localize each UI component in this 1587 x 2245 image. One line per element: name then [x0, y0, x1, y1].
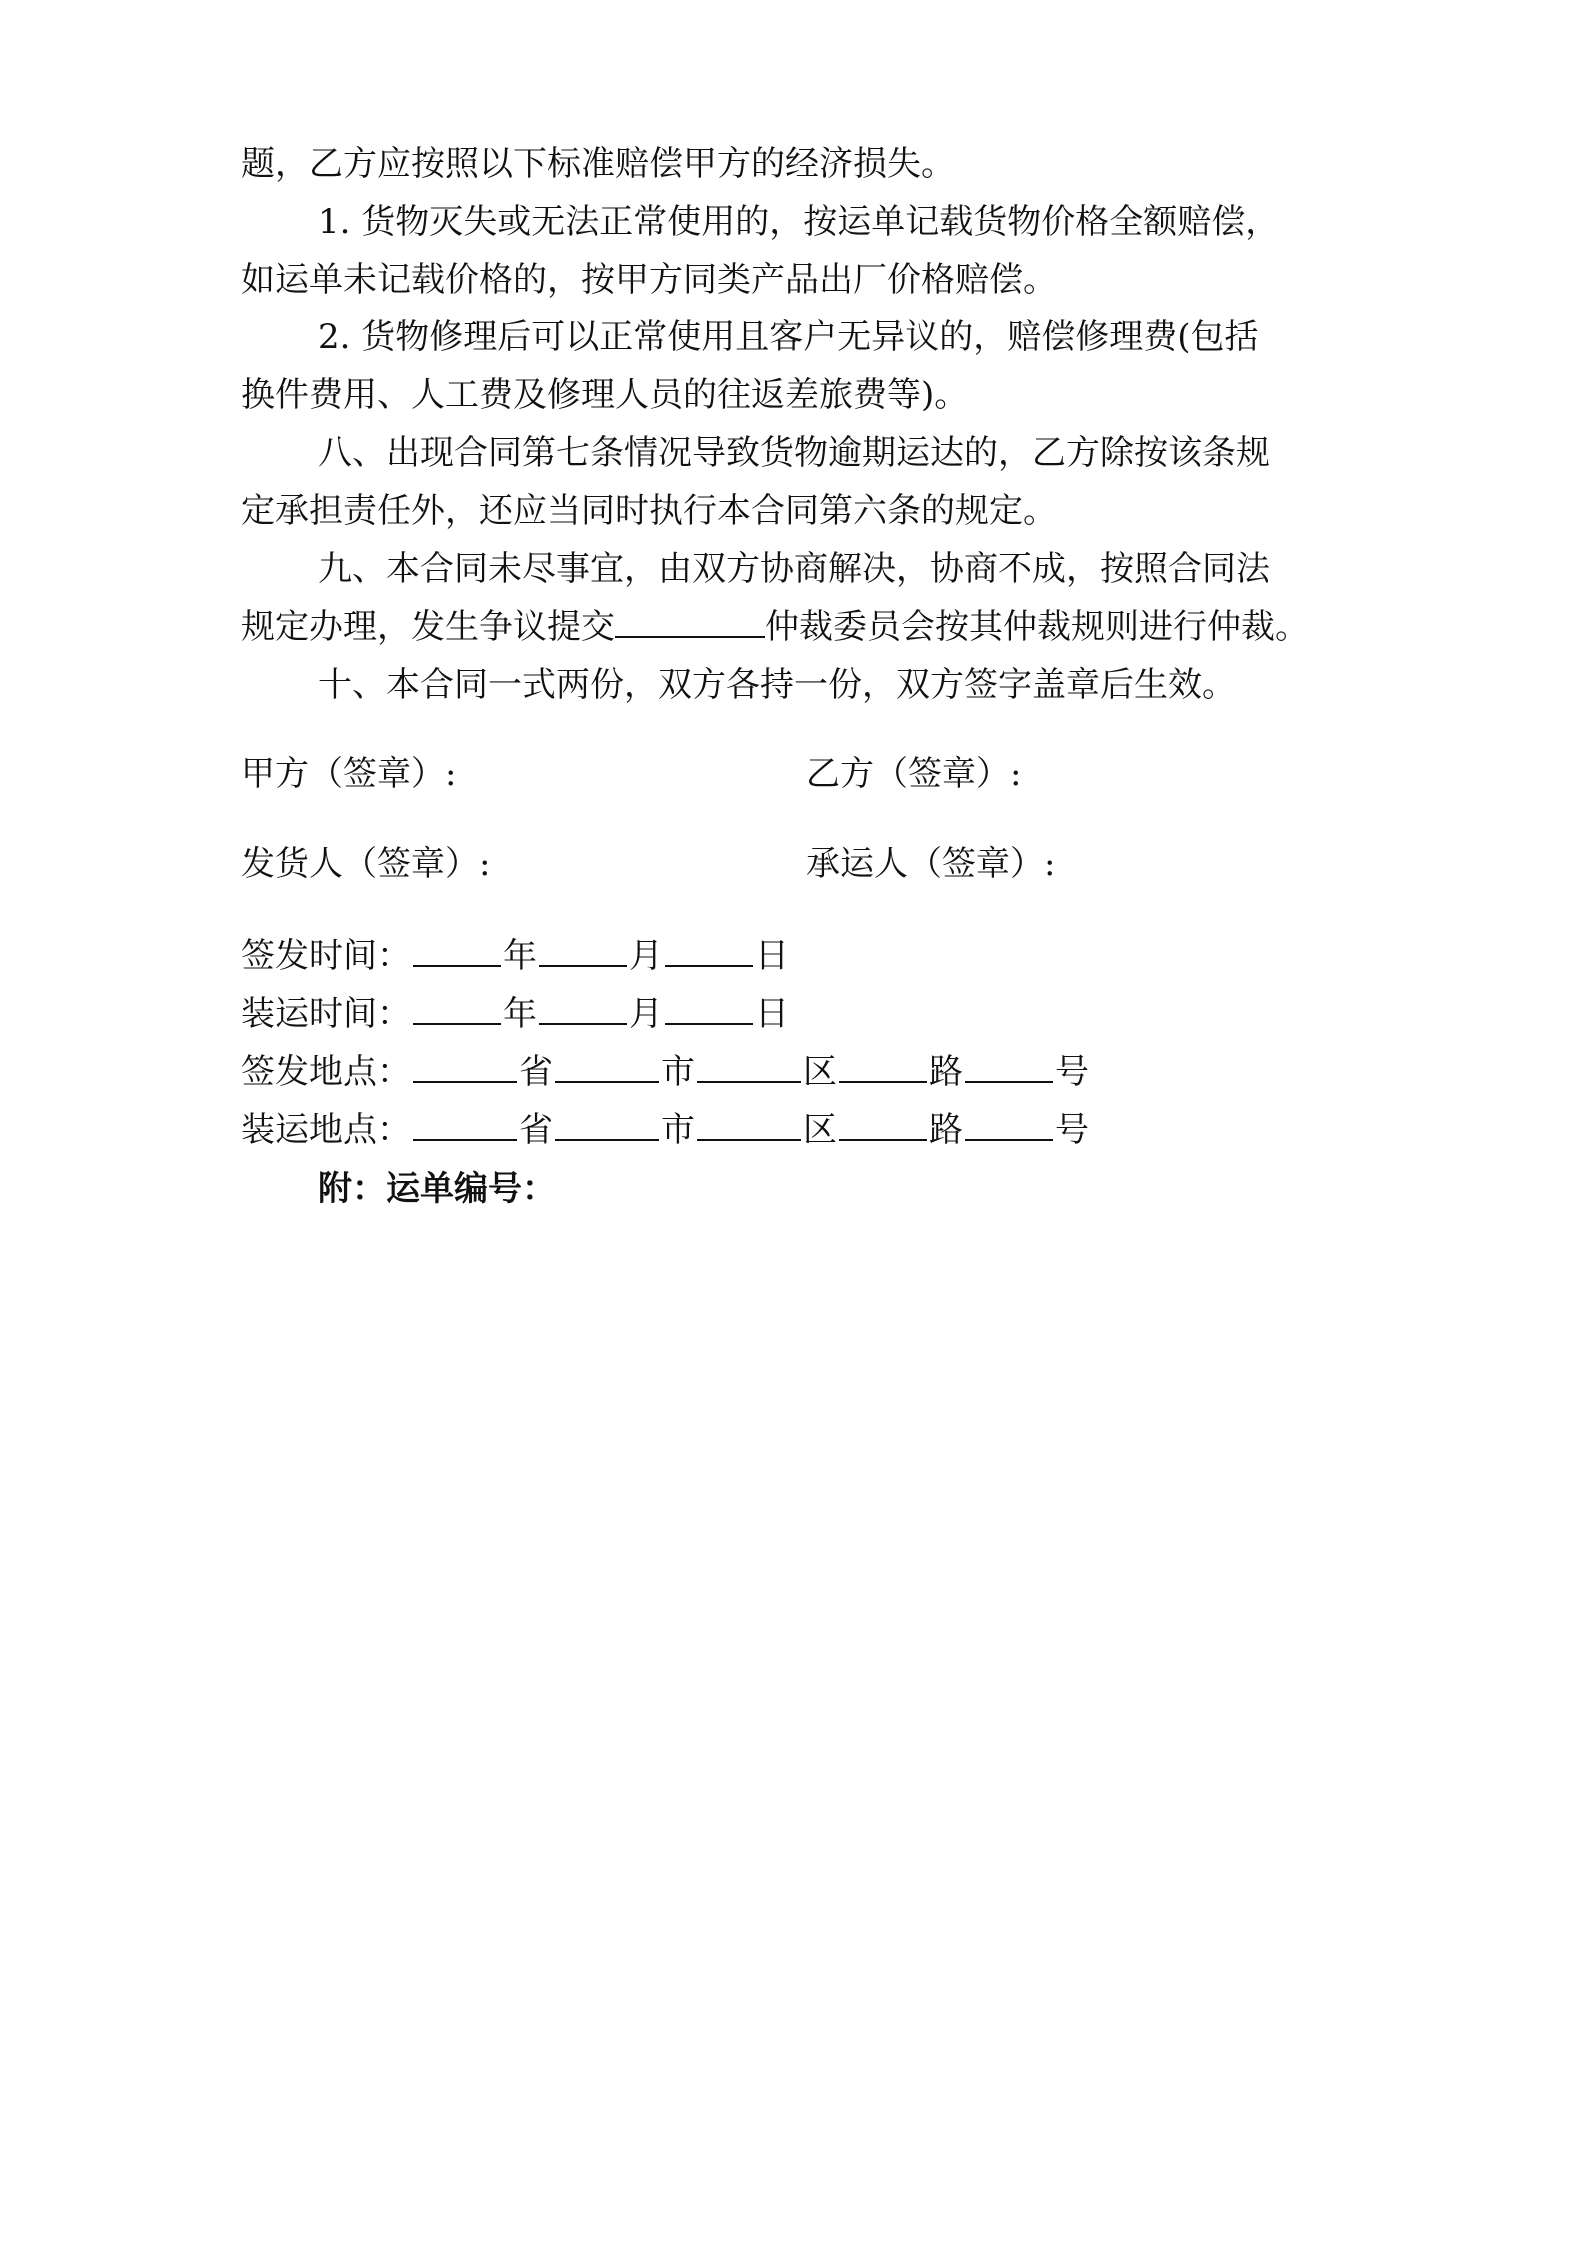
month-label: 月 — [629, 936, 663, 976]
issue-date-label: 签发时间： — [241, 936, 411, 976]
clause-1-line-1: 1. 货物灭失或无法正常使用的，按运单记载货物价格全额赔偿， — [318, 202, 1280, 242]
load-date-row — [241, 990, 789, 1038]
district-label: 区 — [803, 1052, 837, 1092]
day-label: 日 — [755, 936, 789, 976]
load-number-blank[interactable] — [965, 1109, 1053, 1141]
load-year-blank[interactable] — [413, 993, 501, 1025]
load-road-blank[interactable] — [839, 1109, 927, 1141]
load-province-blank[interactable] — [413, 1109, 517, 1141]
load-place-row — [241, 1106, 1089, 1154]
party-b-signature-label: 乙方（签章）: — [806, 754, 1022, 794]
province-label: 省 — [519, 1052, 553, 1092]
load-place-label: 装运地点： — [241, 1110, 411, 1150]
number-label: 号 — [1055, 1052, 1089, 1092]
load-day-blank[interactable] — [665, 993, 753, 1025]
month-label: 月 — [629, 994, 663, 1034]
attachment-waybill-number: 附：运单编号： — [318, 1169, 556, 1209]
issue-number-blank[interactable] — [965, 1051, 1053, 1083]
load-month-blank[interactable] — [539, 993, 627, 1025]
road-label: 路 — [929, 1052, 963, 1092]
clause-1-line-2: 如运单未记载价格的，按甲方同类产品出厂价格赔偿。 — [241, 260, 1057, 300]
issue-place-row — [241, 1048, 1089, 1096]
load-district-blank[interactable] — [697, 1109, 801, 1141]
issue-place-label: 签发地点： — [241, 1052, 411, 1092]
article-9-text-after-blank: 仲裁委员会按其仲裁规则进行仲裁。 — [765, 607, 1309, 647]
carrier-signature-label: 承运人（签章）: — [806, 844, 1056, 884]
party-a-signature-label: 甲方（签章）: — [241, 754, 457, 794]
article-10: 十、本合同一式两份，双方各持一份，双方签字盖章后生效。 — [318, 665, 1236, 705]
clause-2-line-1: 2. 货物修理后可以正常使用且客户无异议的，赔偿修理费(包括 — [318, 317, 1259, 357]
day-label: 日 — [755, 994, 789, 1034]
issue-year-blank[interactable] — [413, 935, 501, 967]
road-label: 路 — [929, 1110, 963, 1150]
city-label: 市 — [661, 1052, 695, 1092]
issue-district-blank[interactable] — [697, 1051, 801, 1083]
load-date-label: 装运时间： — [241, 994, 411, 1034]
article-9-text-before-blank: 规定办理，发生争议提交 — [241, 607, 615, 647]
number-label: 号 — [1055, 1110, 1089, 1150]
province-label: 省 — [519, 1110, 553, 1150]
issue-city-blank[interactable] — [555, 1051, 659, 1083]
article-9-line-1: 九、本合同未尽事宜，由双方协商解决，协商不成，按照合同法 — [318, 549, 1270, 589]
district-label: 区 — [803, 1110, 837, 1150]
article-9-line-2 — [241, 603, 1371, 651]
issue-day-blank[interactable] — [665, 935, 753, 967]
clause-2-line-2: 换件费用、人工费及修理人员的往返差旅费等)。 — [241, 375, 969, 415]
paragraph-continuation: 题，乙方应按照以下标准赔偿甲方的经济损失。 — [241, 144, 955, 184]
article-8-line-1: 八、出现合同第七条情况导致货物逾期运达的，乙方除按该条规 — [318, 433, 1270, 473]
year-label: 年 — [503, 936, 537, 976]
issue-province-blank[interactable] — [413, 1051, 517, 1083]
issue-date-row — [241, 932, 789, 980]
shipper-signature-label: 发货人（签章）: — [241, 844, 491, 884]
city-label: 市 — [661, 1110, 695, 1150]
arbitration-committee-blank[interactable] — [615, 606, 765, 638]
article-8-line-2: 定承担责任外，还应当同时执行本合同第六条的规定。 — [241, 491, 1057, 531]
year-label: 年 — [503, 994, 537, 1034]
issue-road-blank[interactable] — [839, 1051, 927, 1083]
issue-month-blank[interactable] — [539, 935, 627, 967]
load-city-blank[interactable] — [555, 1109, 659, 1141]
